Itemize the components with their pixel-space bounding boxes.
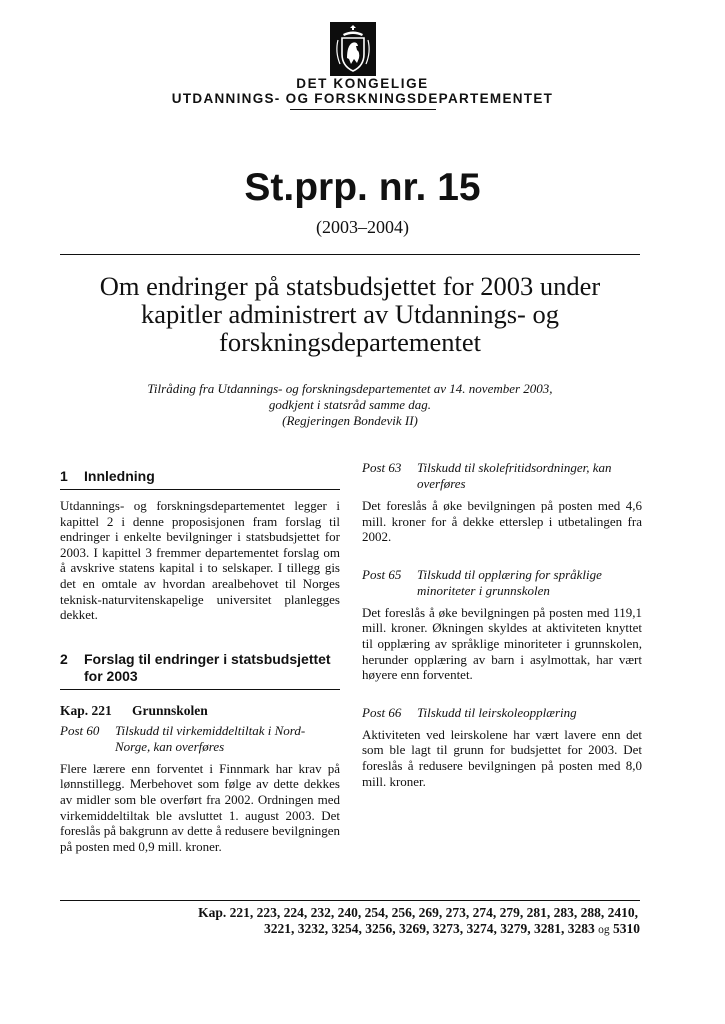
section-number: 2 <box>60 650 68 667</box>
post-heading-60 <box>60 723 340 755</box>
recommendation-line: Tilråding fra Utdannings- og forskningsdepartementet av 14. november 2003, <box>147 381 553 396</box>
recommendation-line: (Regjeringen Bondevik II) <box>282 413 418 428</box>
post-body-63: Det foreslås å øke bevilgningen på posten med 4,6 mill. kroner for å dekke etterslep i utbetalingen fra 2002. <box>362 498 642 545</box>
post-number: Post 63 <box>362 460 402 475</box>
post-title: Tilskudd til leirskoleopplæring <box>417 704 577 720</box>
post-title: Tilskudd til skolefritidsordninger, kan overføres <box>417 460 612 491</box>
chapter-list <box>60 905 640 938</box>
session-years: (2003–2004) <box>316 217 409 237</box>
department-name-line1: DET KONGELIGE <box>296 76 429 91</box>
chapter-heading-221 <box>60 702 340 719</box>
section-heading-innledning <box>60 468 340 490</box>
post-title: Tilskudd til opplæring for språklige minoriteter i grunnskolen <box>417 566 602 598</box>
document-title: St.prp. nr. 15 <box>244 166 481 209</box>
post-title: Tilskudd til virkemiddeltiltak i Nord-Norge, kan overføres <box>115 722 306 754</box>
chapter-list-line2 <box>60 921 640 938</box>
post-heading-65 <box>362 567 642 599</box>
recommendation-line: godkjent i statsråd samme dag. <box>268 397 432 412</box>
subject-line: forskningsdepartementet <box>219 327 481 357</box>
chapter-list-og: og <box>598 924 610 936</box>
crest-lion-icon <box>330 22 376 76</box>
post-body-65: Det foreslås å øke bevilgningen på posten med 119,1 mill. kroner. Økningen skyldes at aktiviteten knyttet til opplæring av språklige minoriteter i grunnskolen, herunder opplæring av barn i asylmottak, har vært høyere enn forventet. <box>362 604 642 683</box>
post-body-60: Flere lærere enn forventet i Finnmark har krav på lønnstillegg. Merbehovet som følge av dette dekkes av midler som ble overført fra 2002. Ordningen med virkemiddeltiltak ble avsluttet 1. august 2003. Det foreslås på bakgrunn av dette å redusere bevilgningen på posten med 0,9 mill. kroner. <box>60 760 340 854</box>
section-heading-forslag <box>60 651 340 690</box>
header-divider <box>290 109 436 110</box>
section-body-innledning: Utdannings- og forskningsdepartementet legger i kapittel 2 i denne proposisjonen fram forslag til endringer i enkelte bevilgninger i statsbudsjettet for 2003. I kapittel 3 fremmer departementet forslag om å avskrive statens kapital i to selskaper. I tillegg gis det en omtale av hvordan arealbehovet til Norges teknisk-naturvitenskapelige universitet planlegges dekket. <box>60 498 340 623</box>
chapter-list-main: 3221, 3232, 3254, 3256, 3269, 3273, 3274, 3279, 3281, 3283 <box>264 921 595 936</box>
post-heading-63 <box>362 460 642 492</box>
chapter-list-line1: Kap. 221, 223, 224, 232, 240, 254, 256, 269, 273, 274, 279, 281, 283, 288, 2410, <box>198 905 638 920</box>
footer-divider <box>60 900 640 901</box>
post-number: Post 65 <box>362 566 402 582</box>
department-name-line2: UTDANNINGS- OG FORSKNINGSDEPARTEMENTET <box>171 91 554 106</box>
left-column <box>60 460 340 854</box>
section-title: Innledning <box>84 468 155 484</box>
chapter-number: Kap. 221 <box>60 702 112 718</box>
post-number: Post 60 <box>60 722 100 738</box>
section-title: Forslag til endringer i statsbudsjettet for 2003 <box>84 650 331 684</box>
royal-crest-logo <box>330 22 376 76</box>
subject-line: Om endringer på statsbudsjettet for 2003 under <box>99 271 601 301</box>
post-number: Post 66 <box>362 704 402 720</box>
chapter-list-last: 5310 <box>613 921 640 936</box>
right-column <box>362 460 642 789</box>
subject-line: kapitler administrert av Utdannings- og <box>140 299 559 329</box>
section-number: 1 <box>60 468 68 484</box>
recommendation-note <box>60 381 640 429</box>
chapter-title: Grunnskolen <box>132 702 208 718</box>
post-body-66: Aktiviteten ved leirskolene har vært lavere enn det som ble lagt til grunn for budsjettet for 2003. Det foreslås å redusere bevilgningen på posten med 8,0 mill. kroner. <box>362 726 642 789</box>
post-heading-66 <box>362 705 642 721</box>
title-divider <box>60 254 640 255</box>
document-subject <box>60 272 640 356</box>
